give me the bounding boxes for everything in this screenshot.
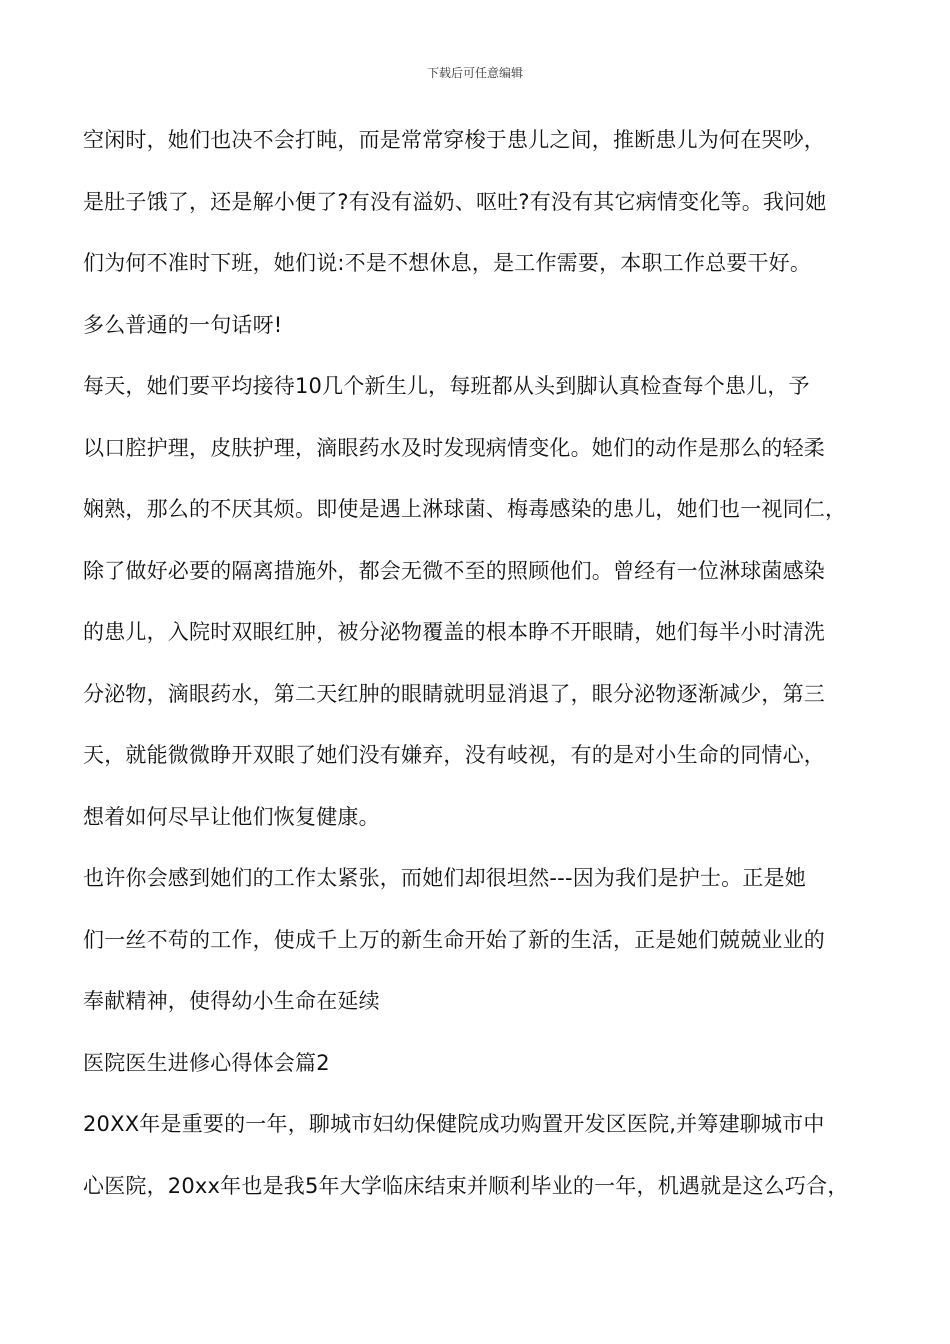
text-line: 20XX年是重要的一年，聊城市妇幼保健院成功购置开发区医院,并筹建聊城市中	[83, 1112, 825, 1136]
document-body	[83, 110, 883, 1217]
text-line: 们一丝不苟的工作，使成千上万的新生命开始了新的生活，正是她们兢兢业业的	[83, 927, 825, 952]
text-line: 奉献精神，使得幼小生命在延续	[83, 989, 380, 1013]
text-line: 想着如何尽早让他们恢复健康。	[83, 804, 380, 829]
text-line: 也许你会感到她们的工作太紧张，而她们却很坦然---因为我们是护士。正是她	[83, 866, 806, 890]
text-line: 除了做好必要的隔离措施外，都会无微不至的照顾他们。曾经有一位淋球菌感染	[83, 558, 825, 583]
text-line: 每天，她们要平均接待10几个新生儿，每班都从头到脚认真检查每个患儿，予	[83, 374, 810, 398]
text-line: 以口腔护理，皮肤护理，滴眼药水及时发现病情变化。她们的动作是那么的轻柔	[83, 435, 825, 460]
text-line: 们为何不准时下班，她们说:不是不想休息，是工作需要，本职工作总要干好。	[83, 251, 812, 275]
text-line: 空闲时，她们也决不会打盹，而是常常穿梭于患儿之间，推断患儿为何在哭吵，	[83, 128, 825, 152]
text-line: 多么普通的一句话呀!	[83, 312, 283, 337]
page-header: 下载后可任意编辑	[426, 66, 523, 80]
section-heading: 医院医生进修心得体会篇2	[83, 1050, 330, 1075]
text-line: 心医院，20xx年也是我5年大学临床结束并顺利毕业的一年，机遇就是这么巧合，	[83, 1173, 849, 1198]
text-line: 的患儿，入院时双眼红肿，被分泌物覆盖的根本睁不开眼睛，她们每半小时清洗	[83, 620, 825, 644]
text-line: 分泌物，滴眼药水，第二天红肿的眼睛就明显消退了，眼分泌物逐渐减少，第三	[83, 681, 825, 706]
text-line: 是肚子饿了，还是解小便了?有没有溢奶、呕吐?有没有其它病情变化等。我问她	[83, 189, 827, 214]
text-line: 娴熟，那么的不厌其烦。即使是遇上淋球菌、梅毒感染的患儿，她们也一视同仁，	[83, 497, 847, 521]
text-line: 天，就能微微睁开双眼了她们没有嫌弃，没有岐视，有的是对小生命的同情心，	[83, 743, 825, 767]
